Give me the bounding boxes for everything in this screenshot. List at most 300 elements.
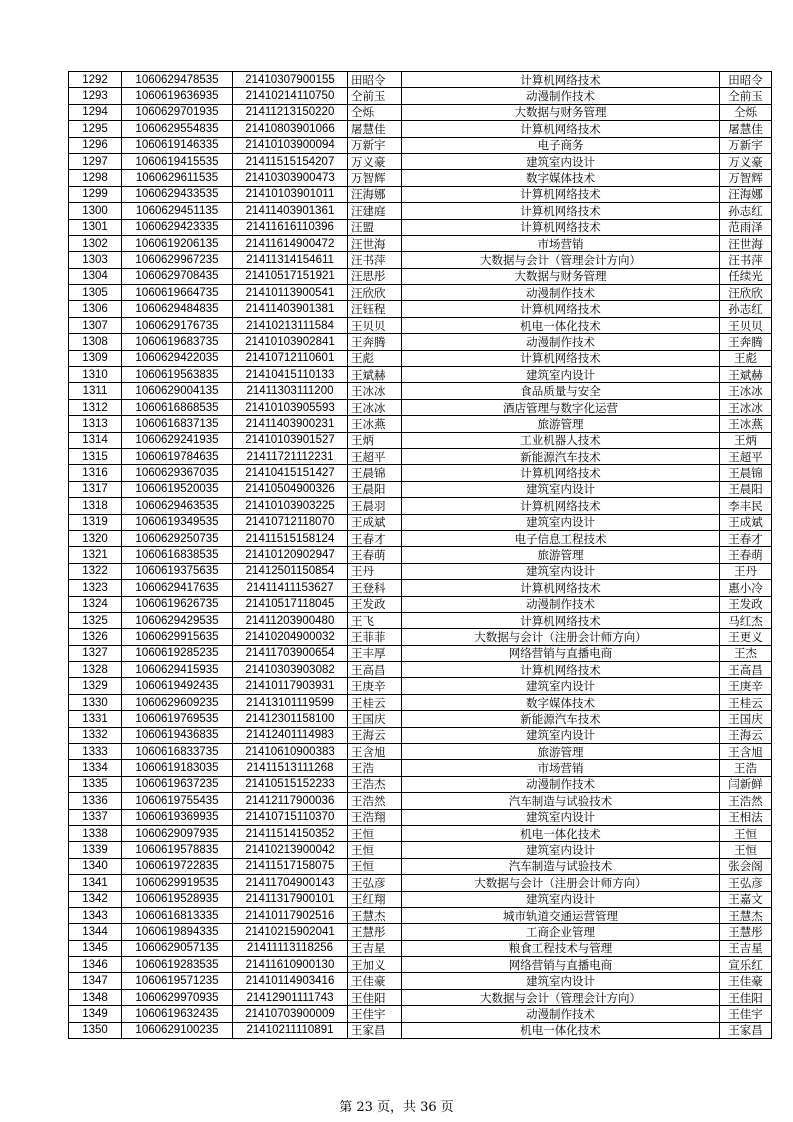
guardian-name-cell: 王浩 bbox=[720, 760, 772, 776]
row-number-cell: 1337 bbox=[69, 809, 122, 825]
guardian-name-cell: 李丰民 bbox=[720, 498, 772, 514]
registration-id-cell: 21411514150352 bbox=[233, 825, 348, 841]
exam-number-cell: 1060619769535 bbox=[122, 711, 233, 727]
major-cell: 动漫制作技术 bbox=[402, 334, 720, 350]
student-name-cell: 王成斌 bbox=[348, 514, 402, 530]
exam-number-cell: 1060629478535 bbox=[122, 72, 233, 88]
student-name-cell: 王佳豪 bbox=[348, 973, 402, 989]
table-row bbox=[69, 596, 772, 612]
row-number-cell: 1343 bbox=[69, 907, 122, 923]
student-name-cell: 田昭令 bbox=[348, 72, 402, 88]
registration-id-cell: 21411213150220 bbox=[233, 104, 348, 120]
major-cell: 旅游管理 bbox=[402, 547, 720, 563]
row-number-cell: 1293 bbox=[69, 88, 122, 104]
student-name-cell: 王弘彦 bbox=[348, 875, 402, 891]
guardian-name-cell: 王浩然 bbox=[720, 793, 772, 809]
guardian-name-cell: 王冰燕 bbox=[720, 416, 772, 432]
major-cell: 酒店管理与数字化运营 bbox=[402, 399, 720, 415]
registration-id-cell: 21413101119599 bbox=[233, 694, 348, 710]
row-number-cell: 1324 bbox=[69, 596, 122, 612]
registration-id-cell: 21410117903931 bbox=[233, 678, 348, 694]
row-number-cell: 1326 bbox=[69, 629, 122, 645]
major-cell: 建筑室内设计 bbox=[402, 514, 720, 530]
student-name-cell: 王浩翔 bbox=[348, 809, 402, 825]
exam-number-cell: 1060619285235 bbox=[122, 645, 233, 661]
major-cell: 动漫制作技术 bbox=[402, 1006, 720, 1022]
student-name-cell: 王恒 bbox=[348, 858, 402, 874]
row-number-cell: 1299 bbox=[69, 186, 122, 202]
exam-number-cell: 1060619784635 bbox=[122, 448, 233, 464]
student-name-cell: 王彪 bbox=[348, 350, 402, 366]
registration-id-cell: 21411513111268 bbox=[233, 760, 348, 776]
exam-number-cell: 1060619492435 bbox=[122, 678, 233, 694]
table-row bbox=[69, 285, 772, 301]
registration-id-cell: 21410610900383 bbox=[233, 744, 348, 760]
table-row bbox=[69, 235, 772, 251]
table-row bbox=[69, 662, 772, 678]
major-cell: 大数据与会计（管理会计方向） bbox=[402, 252, 720, 268]
row-number-cell: 1307 bbox=[69, 317, 122, 333]
registration-id-cell: 21410517118045 bbox=[233, 596, 348, 612]
row-number-cell: 1321 bbox=[69, 547, 122, 563]
table-row bbox=[69, 416, 772, 432]
major-cell: 计算机网络技术 bbox=[402, 219, 720, 235]
guardian-name-cell: 王国庆 bbox=[720, 711, 772, 727]
table-row bbox=[69, 498, 772, 514]
table-row bbox=[69, 776, 772, 792]
table-row bbox=[69, 104, 772, 120]
registration-id-cell: 21410114903416 bbox=[233, 973, 348, 989]
row-number-cell: 1332 bbox=[69, 727, 122, 743]
row-number-cell: 1296 bbox=[69, 137, 122, 153]
exam-number-cell: 1060616868535 bbox=[122, 399, 233, 415]
guardian-name-cell: 王海云 bbox=[720, 727, 772, 743]
row-number-cell: 1305 bbox=[69, 285, 122, 301]
major-cell: 电子信息工程技术 bbox=[402, 530, 720, 546]
student-name-cell: 万智辉 bbox=[348, 170, 402, 186]
table-row bbox=[69, 645, 772, 661]
student-name-cell: 王丰厚 bbox=[348, 645, 402, 661]
student-name-cell: 王菲菲 bbox=[348, 629, 402, 645]
major-cell: 计算机网络技术 bbox=[402, 72, 720, 88]
guardian-name-cell: 王含旭 bbox=[720, 744, 772, 760]
exam-number-cell: 1060629097935 bbox=[122, 825, 233, 841]
table-row bbox=[69, 432, 772, 448]
registration-id-cell: 21411515158124 bbox=[233, 530, 348, 546]
student-name-cell: 汪建庭 bbox=[348, 203, 402, 219]
row-number-cell: 1325 bbox=[69, 612, 122, 628]
guardian-name-cell: 王春萌 bbox=[720, 547, 772, 563]
guardian-name-cell: 王佳阳 bbox=[720, 989, 772, 1005]
guardian-name-cell: 王贝贝 bbox=[720, 317, 772, 333]
major-cell: 汽车制造与试验技术 bbox=[402, 858, 720, 874]
row-number-cell: 1301 bbox=[69, 219, 122, 235]
student-name-cell: 汪欣欣 bbox=[348, 285, 402, 301]
registration-id-cell: 21410504900326 bbox=[233, 481, 348, 497]
major-cell: 工业机器人技术 bbox=[402, 432, 720, 448]
exam-number-cell: 1060619894335 bbox=[122, 924, 233, 940]
registration-id-cell: 21411703900654 bbox=[233, 645, 348, 661]
guardian-name-cell: 仝前玉 bbox=[720, 88, 772, 104]
guardian-name-cell: 王晨阳 bbox=[720, 481, 772, 497]
table-row bbox=[69, 563, 772, 579]
student-name-cell: 屠慧佳 bbox=[348, 121, 402, 137]
table-row bbox=[69, 219, 772, 235]
registration-id-cell: 21410213111584 bbox=[233, 317, 348, 333]
exam-number-cell: 1060629484835 bbox=[122, 301, 233, 317]
row-number-cell: 1327 bbox=[69, 645, 122, 661]
registration-id-cell: 21412301158100 bbox=[233, 711, 348, 727]
student-name-cell: 王贝贝 bbox=[348, 317, 402, 333]
registration-id-cell: 21410803901066 bbox=[233, 121, 348, 137]
major-cell: 大数据与财务管理 bbox=[402, 268, 720, 284]
major-cell: 建筑室内设计 bbox=[402, 809, 720, 825]
guardian-name-cell: 王弘彦 bbox=[720, 875, 772, 891]
student-name-cell: 王飞 bbox=[348, 612, 402, 628]
table-row bbox=[69, 170, 772, 186]
table-row bbox=[69, 1006, 772, 1022]
table-row bbox=[69, 678, 772, 694]
registration-id-cell: 21410204900032 bbox=[233, 629, 348, 645]
registration-id-cell: 21410214110750 bbox=[233, 88, 348, 104]
exam-number-cell: 1060629708435 bbox=[122, 268, 233, 284]
exam-number-cell: 1060629915635 bbox=[122, 629, 233, 645]
registration-id-cell: 21412117900036 bbox=[233, 793, 348, 809]
student-name-cell: 王国庆 bbox=[348, 711, 402, 727]
guardian-name-cell: 王丹 bbox=[720, 563, 772, 579]
registration-id-cell: 21410517151921 bbox=[233, 268, 348, 284]
major-cell: 食品质量与安全 bbox=[402, 383, 720, 399]
major-cell: 大数据与会计（管理会计方向） bbox=[402, 989, 720, 1005]
guardian-name-cell: 王高昌 bbox=[720, 662, 772, 678]
registration-id-cell: 21411515154207 bbox=[233, 153, 348, 169]
table-row bbox=[69, 891, 772, 907]
registration-id-cell: 21410715110370 bbox=[233, 809, 348, 825]
exam-number-cell: 1060616837135 bbox=[122, 416, 233, 432]
major-cell: 网络营销与直播电商 bbox=[402, 645, 720, 661]
exam-number-cell: 1060629609235 bbox=[122, 694, 233, 710]
guardian-name-cell: 王慧彤 bbox=[720, 924, 772, 940]
exam-number-cell: 1060629463535 bbox=[122, 498, 233, 514]
row-number-cell: 1297 bbox=[69, 153, 122, 169]
guardian-name-cell: 王成斌 bbox=[720, 514, 772, 530]
table-row bbox=[69, 465, 772, 481]
row-number-cell: 1310 bbox=[69, 367, 122, 383]
guardian-name-cell: 万新宇 bbox=[720, 137, 772, 153]
student-name-cell: 王恒 bbox=[348, 842, 402, 858]
student-name-cell: 汪书萍 bbox=[348, 252, 402, 268]
exam-number-cell: 1060629415935 bbox=[122, 662, 233, 678]
guardian-name-cell: 王春才 bbox=[720, 530, 772, 546]
row-number-cell: 1303 bbox=[69, 252, 122, 268]
registration-id-cell: 21410103905593 bbox=[233, 399, 348, 415]
exam-number-cell: 1060629919535 bbox=[122, 875, 233, 891]
registration-id-cell: 21411517158075 bbox=[233, 858, 348, 874]
exam-number-cell: 1060629422035 bbox=[122, 350, 233, 366]
row-number-cell: 1309 bbox=[69, 350, 122, 366]
exam-number-cell: 1060629423335 bbox=[122, 219, 233, 235]
major-cell: 粮食工程技术与管理 bbox=[402, 940, 720, 956]
row-number-cell: 1334 bbox=[69, 760, 122, 776]
table-row bbox=[69, 612, 772, 628]
registration-id-cell: 21411113118256 bbox=[233, 940, 348, 956]
guardian-name-cell: 王佳豪 bbox=[720, 973, 772, 989]
major-cell: 旅游管理 bbox=[402, 416, 720, 432]
registration-id-cell: 21410303903082 bbox=[233, 662, 348, 678]
student-name-cell: 王冰冰 bbox=[348, 383, 402, 399]
major-cell: 大数据与会计（注册会计师方向） bbox=[402, 875, 720, 891]
major-cell: 机电一体化技术 bbox=[402, 825, 720, 841]
student-name-cell: 汪钰程 bbox=[348, 301, 402, 317]
row-number-cell: 1318 bbox=[69, 498, 122, 514]
row-number-cell: 1348 bbox=[69, 989, 122, 1005]
major-cell: 网络营销与直播电商 bbox=[402, 957, 720, 973]
student-name-cell: 王丹 bbox=[348, 563, 402, 579]
guardian-name-cell: 范雨泽 bbox=[720, 219, 772, 235]
major-cell: 建筑室内设计 bbox=[402, 973, 720, 989]
table-row bbox=[69, 940, 772, 956]
guardian-name-cell: 王桂云 bbox=[720, 694, 772, 710]
major-cell: 计算机网络技术 bbox=[402, 662, 720, 678]
row-number-cell: 1313 bbox=[69, 416, 122, 432]
major-cell: 建筑室内设计 bbox=[402, 842, 720, 858]
exam-number-cell: 1060629701935 bbox=[122, 104, 233, 120]
table-row bbox=[69, 448, 772, 464]
guardian-name-cell: 王嘉文 bbox=[720, 891, 772, 907]
registration-id-cell: 21410415110133 bbox=[233, 367, 348, 383]
row-number-cell: 1314 bbox=[69, 432, 122, 448]
registration-id-cell: 21411614900472 bbox=[233, 235, 348, 251]
major-cell: 建筑室内设计 bbox=[402, 367, 720, 383]
major-cell: 机电一体化技术 bbox=[402, 317, 720, 333]
guardian-name-cell: 万义豪 bbox=[720, 153, 772, 169]
exam-number-cell: 1060629433535 bbox=[122, 186, 233, 202]
student-name-cell: 王海云 bbox=[348, 727, 402, 743]
student-name-cell: 王超平 bbox=[348, 448, 402, 464]
registration-id-cell: 21410103901527 bbox=[233, 432, 348, 448]
row-number-cell: 1304 bbox=[69, 268, 122, 284]
exam-number-cell: 1060619528935 bbox=[122, 891, 233, 907]
row-number-cell: 1340 bbox=[69, 858, 122, 874]
exam-number-cell: 1060619636935 bbox=[122, 88, 233, 104]
row-number-cell: 1347 bbox=[69, 973, 122, 989]
exam-number-cell: 1060619571235 bbox=[122, 973, 233, 989]
exam-number-cell: 1060629367035 bbox=[122, 465, 233, 481]
table-row bbox=[69, 1022, 772, 1038]
exam-number-cell: 1060629250735 bbox=[122, 530, 233, 546]
guardian-name-cell: 王彪 bbox=[720, 350, 772, 366]
table-row bbox=[69, 842, 772, 858]
guardian-name-cell: 汪海娜 bbox=[720, 186, 772, 202]
guardian-name-cell: 王恒 bbox=[720, 825, 772, 841]
exam-number-cell: 1060616833735 bbox=[122, 744, 233, 760]
table-row bbox=[69, 973, 772, 989]
major-cell: 城市轨道交通运营管理 bbox=[402, 907, 720, 923]
student-name-cell: 汪海娜 bbox=[348, 186, 402, 202]
guardian-name-cell: 王斌赫 bbox=[720, 367, 772, 383]
exam-number-cell: 1060619415535 bbox=[122, 153, 233, 169]
student-name-cell: 王佳宇 bbox=[348, 1006, 402, 1022]
major-cell: 计算机网络技术 bbox=[402, 465, 720, 481]
row-number-cell: 1341 bbox=[69, 875, 122, 891]
exam-number-cell: 1060619283535 bbox=[122, 957, 233, 973]
row-number-cell: 1346 bbox=[69, 957, 122, 973]
registration-id-cell: 21410103902841 bbox=[233, 334, 348, 350]
table-row bbox=[69, 547, 772, 563]
guardian-name-cell: 万智辉 bbox=[720, 170, 772, 186]
major-cell: 数字媒体技术 bbox=[402, 694, 720, 710]
student-name-cell: 汪思彤 bbox=[348, 268, 402, 284]
guardian-name-cell: 汪世海 bbox=[720, 235, 772, 251]
student-name-cell: 王庚辛 bbox=[348, 678, 402, 694]
registration-id-cell: 21410215902041 bbox=[233, 924, 348, 940]
row-number-cell: 1320 bbox=[69, 530, 122, 546]
row-number-cell: 1322 bbox=[69, 563, 122, 579]
student-name-cell: 王奔腾 bbox=[348, 334, 402, 350]
major-cell: 新能源汽车技术 bbox=[402, 711, 720, 727]
exam-number-cell: 1060629611535 bbox=[122, 170, 233, 186]
major-cell: 建筑室内设计 bbox=[402, 481, 720, 497]
guardian-name-cell: 田昭令 bbox=[720, 72, 772, 88]
guardian-name-cell: 王炳 bbox=[720, 432, 772, 448]
table-row bbox=[69, 580, 772, 596]
student-name-cell: 王炳 bbox=[348, 432, 402, 448]
table-row bbox=[69, 399, 772, 415]
row-number-cell: 1350 bbox=[69, 1022, 122, 1038]
table-row bbox=[69, 957, 772, 973]
registration-id-cell: 21410515152233 bbox=[233, 776, 348, 792]
registration-id-cell: 21410415151427 bbox=[233, 465, 348, 481]
major-cell: 动漫制作技术 bbox=[402, 88, 720, 104]
exam-number-cell: 1060629970935 bbox=[122, 989, 233, 1005]
guardian-name-cell: 马红杰 bbox=[720, 612, 772, 628]
registration-id-cell: 21410703900009 bbox=[233, 1006, 348, 1022]
row-number-cell: 1330 bbox=[69, 694, 122, 710]
table-row bbox=[69, 694, 772, 710]
table-row bbox=[69, 711, 772, 727]
registration-id-cell: 21411721112231 bbox=[233, 448, 348, 464]
table-row bbox=[69, 809, 772, 825]
registration-id-cell: 21411317900101 bbox=[233, 891, 348, 907]
major-cell: 建筑室内设计 bbox=[402, 727, 720, 743]
major-cell: 计算机网络技术 bbox=[402, 498, 720, 514]
major-cell: 新能源汽车技术 bbox=[402, 448, 720, 464]
row-number-cell: 1295 bbox=[69, 121, 122, 137]
student-name-cell: 王晨阳 bbox=[348, 481, 402, 497]
row-number-cell: 1298 bbox=[69, 170, 122, 186]
row-number-cell: 1328 bbox=[69, 662, 122, 678]
row-number-cell: 1335 bbox=[69, 776, 122, 792]
major-cell: 建筑室内设计 bbox=[402, 891, 720, 907]
table-row bbox=[69, 514, 772, 530]
registration-id-cell: 21411203900480 bbox=[233, 612, 348, 628]
exam-number-cell: 1060619520035 bbox=[122, 481, 233, 497]
table-row bbox=[69, 334, 772, 350]
student-name-cell: 汪世海 bbox=[348, 235, 402, 251]
row-number-cell: 1317 bbox=[69, 481, 122, 497]
exam-number-cell: 1060619626735 bbox=[122, 596, 233, 612]
registration-id-cell: 21410117902516 bbox=[233, 907, 348, 923]
table-row bbox=[69, 367, 772, 383]
guardian-name-cell: 惠小冷 bbox=[720, 580, 772, 596]
student-name-cell: 王晨锦 bbox=[348, 465, 402, 481]
major-cell: 大数据与会计（注册会计师方向） bbox=[402, 629, 720, 645]
guardian-name-cell: 孙志红 bbox=[720, 203, 772, 219]
student-name-cell: 仝前玉 bbox=[348, 88, 402, 104]
registration-id-cell: 21410113900541 bbox=[233, 285, 348, 301]
table-row bbox=[69, 301, 772, 317]
row-number-cell: 1333 bbox=[69, 744, 122, 760]
table-row bbox=[69, 88, 772, 104]
student-table bbox=[68, 71, 772, 1039]
exam-number-cell: 1060619664735 bbox=[122, 285, 233, 301]
student-name-cell: 万义豪 bbox=[348, 153, 402, 169]
registration-id-cell: 21411314154611 bbox=[233, 252, 348, 268]
student-name-cell: 王家昌 bbox=[348, 1022, 402, 1038]
guardian-name-cell: 王更义 bbox=[720, 629, 772, 645]
row-number-cell: 1315 bbox=[69, 448, 122, 464]
exam-number-cell: 1060629241935 bbox=[122, 432, 233, 448]
major-cell: 建筑室内设计 bbox=[402, 153, 720, 169]
major-cell: 电子商务 bbox=[402, 137, 720, 153]
registration-id-cell: 21412401114983 bbox=[233, 727, 348, 743]
exam-number-cell: 1060619146335 bbox=[122, 137, 233, 153]
student-name-cell: 王吉星 bbox=[348, 940, 402, 956]
guardian-name-cell: 闫新鲜 bbox=[720, 776, 772, 792]
table-row bbox=[69, 989, 772, 1005]
table-row bbox=[69, 72, 772, 88]
table-row bbox=[69, 825, 772, 841]
student-name-cell: 王慧杰 bbox=[348, 907, 402, 923]
registration-id-cell: 21411403901381 bbox=[233, 301, 348, 317]
table-row bbox=[69, 793, 772, 809]
registration-id-cell: 21410103901011 bbox=[233, 186, 348, 202]
exam-number-cell: 1060629554835 bbox=[122, 121, 233, 137]
guardian-name-cell: 王晨锦 bbox=[720, 465, 772, 481]
guardian-name-cell: 宣乐红 bbox=[720, 957, 772, 973]
student-name-cell: 王高昌 bbox=[348, 662, 402, 678]
exam-number-cell: 1060619578835 bbox=[122, 842, 233, 858]
table-row bbox=[69, 350, 772, 366]
row-number-cell: 1312 bbox=[69, 399, 122, 415]
major-cell: 工商企业管理 bbox=[402, 924, 720, 940]
table-row bbox=[69, 481, 772, 497]
row-number-cell: 1336 bbox=[69, 793, 122, 809]
guardian-name-cell: 屠慧佳 bbox=[720, 121, 772, 137]
exam-number-cell: 1060629429535 bbox=[122, 612, 233, 628]
row-number-cell: 1311 bbox=[69, 383, 122, 399]
exam-number-cell: 1060616813335 bbox=[122, 907, 233, 923]
row-number-cell: 1345 bbox=[69, 940, 122, 956]
exam-number-cell: 1060619632435 bbox=[122, 1006, 233, 1022]
table-row bbox=[69, 137, 772, 153]
table-row bbox=[69, 907, 772, 923]
registration-id-cell: 21410712110601 bbox=[233, 350, 348, 366]
guardian-name-cell: 王吉星 bbox=[720, 940, 772, 956]
table-row bbox=[69, 858, 772, 874]
student-name-cell: 王浩然 bbox=[348, 793, 402, 809]
table-row bbox=[69, 317, 772, 333]
exam-number-cell: 1060619206135 bbox=[122, 235, 233, 251]
major-cell: 计算机网络技术 bbox=[402, 121, 720, 137]
student-name-cell: 汪盟 bbox=[348, 219, 402, 235]
row-number-cell: 1292 bbox=[69, 72, 122, 88]
registration-id-cell: 21412901111743 bbox=[233, 989, 348, 1005]
registration-id-cell: 21410712118070 bbox=[233, 514, 348, 530]
registration-id-cell: 21411616110396 bbox=[233, 219, 348, 235]
major-cell: 计算机网络技术 bbox=[402, 203, 720, 219]
exam-number-cell: 1060629100235 bbox=[122, 1022, 233, 1038]
